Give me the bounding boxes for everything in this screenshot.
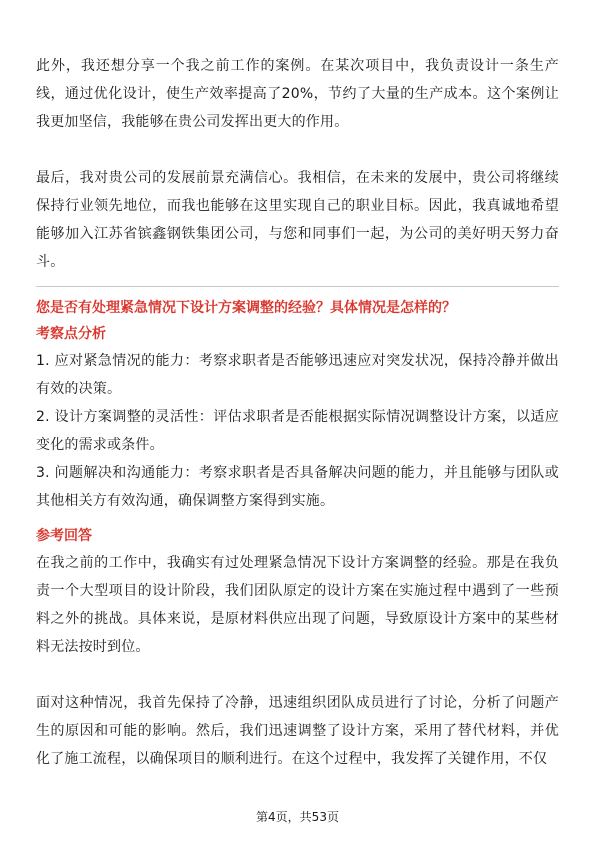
section-gap: [36, 515, 559, 523]
document-body: [36, 52, 559, 773]
analysis-item-2: 2. 设计方案调整的灵活性：评估求职者是否能根据实际情况调整设计方案，以适应变化的需求或条件。: [36, 409, 559, 453]
page-number: 第4页，共53页: [256, 810, 339, 824]
interview-question: 您是否有处理紧急情况下设计方案调整的经验？具体情况是怎样的？: [36, 300, 456, 316]
analysis-title: 考察点分析: [36, 326, 106, 342]
paragraph-gap: [36, 661, 559, 689]
intro-paragraph-1: 此外，我还想分享一个我之前工作的案例。在某次项目中，我负责设计一条生产线，通过优化设计，使生产效率提高了20%，节约了大量的生产成本。这个案例让我更加坚信，我能够在贵公司发挥出更大的作用。: [36, 58, 559, 130]
section-divider: [36, 286, 559, 287]
answer-paragraph-2: 面对这种情况，我首先保持了冷静，迅速组织团队成员进行了讨论，分析了问题产生的原因和可能的影响。然后，我们迅速调整了设计方案，采用了替代材料，并优化了施工流程，以确保项目的顺利进行。在这个过程中，我发挥了关键作用，不仅: [36, 695, 559, 767]
analysis-item-1: 1. 应对紧急情况的能力：考察求职者是否能够迅速应对突发状况，保持冷静并做出有效的决策。: [36, 353, 559, 397]
answer-title: 参考回答: [36, 528, 92, 544]
paragraph-gap: [36, 136, 559, 164]
analysis-item-3: 3. 问题解决和沟通能力：考察求职者是否具备解决问题的能力，并且能够与团队或其他相关方有效沟通，确保调整方案得到实施。: [36, 465, 559, 509]
answer-paragraph-1: 在我之前的工作中，我确实有过处理紧急情况下设计方案调整的经验。那是在我负责一个大型项目的设计阶段，我们团队原定的设计方案在实施过程中遇到了一些预料之外的挑战。具体来说，是原材料供应出现了问题，导致原设计方案中的某些材料无法按时到位。: [36, 555, 559, 655]
intro-paragraph-2: 最后，我对贵公司的发展前景充满信心。我相信，在未来的发展中，贵公司将继续保持行业领先地位，而我也能够在这里实现自己的职业目标。因此，我真诚地希望能够加入江苏省镔鑫钢铁集团公司，与您和同事们一起，为公司的美好明天努力奋斗。: [36, 170, 559, 270]
